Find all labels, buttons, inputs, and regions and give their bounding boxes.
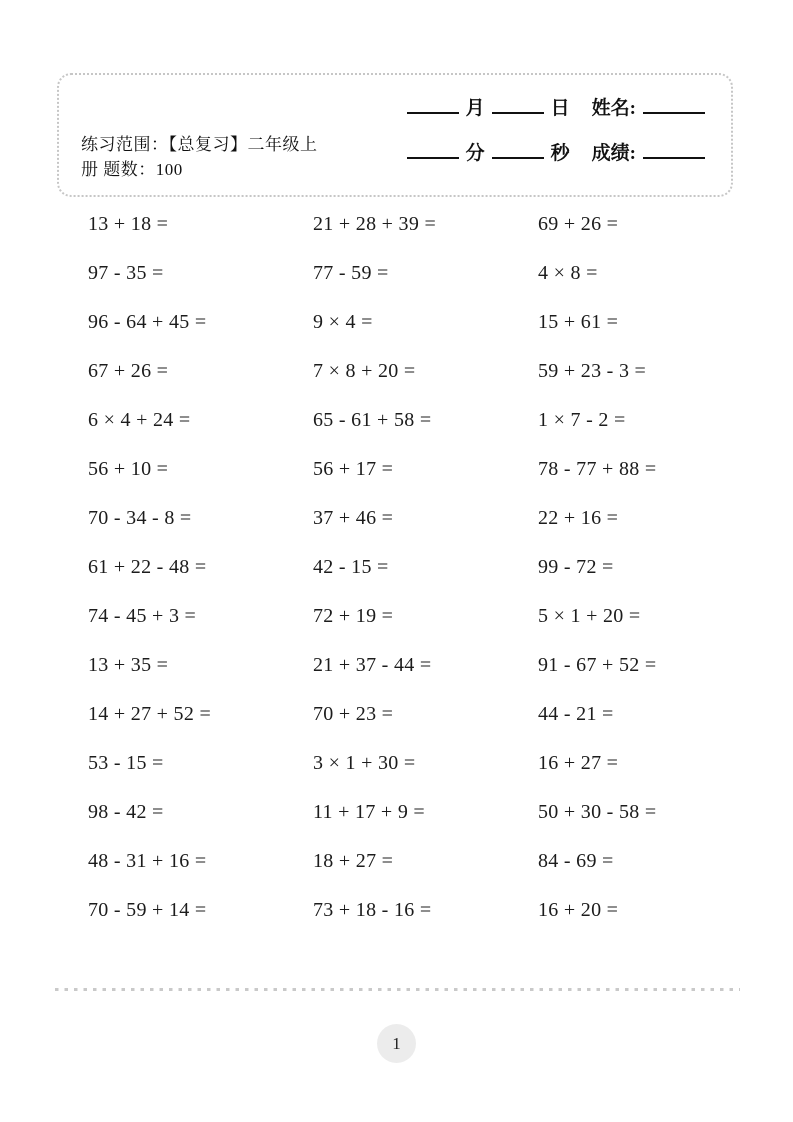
problem: 73 + 18 - 16 = (313, 899, 432, 921)
problem: 16 + 27 = (538, 752, 619, 774)
problem: 97 - 35 = (88, 262, 164, 284)
problem: 42 - 15 = (313, 556, 389, 578)
problem: 22 + 16 = (538, 507, 619, 529)
second-blank (492, 142, 544, 159)
problem: 98 - 42 = (88, 801, 164, 823)
month-label: 月 (465, 98, 485, 119)
minute-label: 分 (465, 143, 485, 164)
problem: 21 + 37 - 44 = (313, 654, 432, 676)
score-blank (643, 142, 705, 159)
problem: 9 × 4 = (313, 311, 373, 333)
problem: 59 + 23 - 3 = (538, 360, 647, 382)
name-label: 姓名: (591, 98, 636, 119)
name-blank (643, 97, 705, 114)
problem: 78 - 77 + 88 = (538, 458, 657, 480)
day-blank (492, 97, 544, 114)
problem: 99 - 72 = (538, 556, 614, 578)
problem: 84 - 69 = (538, 850, 614, 872)
problem: 53 - 15 = (88, 752, 164, 774)
problem: 11 + 17 + 9 = (313, 801, 425, 823)
problem: 16 + 20 = (538, 899, 619, 921)
problem: 61 + 22 - 48 = (88, 556, 207, 578)
problem: 21 + 28 + 39 = (313, 213, 437, 235)
problem: 67 + 26 = (88, 360, 169, 382)
problem: 69 + 26 = (538, 213, 619, 235)
problem: 37 + 46 = (313, 507, 394, 529)
problem: 14 + 27 + 52 = (88, 703, 212, 725)
page-number: 1 (392, 1033, 401, 1053)
month-blank (407, 97, 459, 114)
problem: 18 + 27 = (313, 850, 394, 872)
problem: 91 - 67 + 52 = (538, 654, 657, 676)
problem: 56 + 10 = (88, 458, 169, 480)
problem: 70 - 59 + 14 = (88, 899, 207, 921)
header-box (57, 73, 733, 197)
day-label: 日 (550, 98, 570, 119)
fill-in-area (400, 93, 705, 183)
practice-scope-line2: 册 题数：100 (81, 160, 183, 179)
problem: 13 + 18 = (88, 213, 169, 235)
problem: 48 - 31 + 16 = (88, 850, 207, 872)
problem-grid (88, 200, 766, 935)
date-name-row (400, 93, 705, 127)
minute-blank (407, 142, 459, 159)
problem: 50 + 30 - 58 = (538, 801, 657, 823)
problem: 15 + 61 = (538, 311, 619, 333)
second-label: 秒 (550, 143, 570, 164)
problem: 4 × 8 = (538, 262, 598, 284)
footer-divider (55, 988, 740, 991)
problem: 70 + 23 = (313, 703, 394, 725)
problem: 7 × 8 + 20 = (313, 360, 416, 382)
problem: 1 × 7 - 2 = (538, 409, 626, 431)
score-label: 成绩: (591, 143, 636, 164)
problem: 70 - 34 - 8 = (88, 507, 192, 529)
practice-scope (81, 132, 318, 182)
problem: 96 - 64 + 45 = (88, 311, 207, 333)
problem: 77 - 59 = (313, 262, 389, 284)
page-number-badge (377, 1024, 416, 1063)
problem: 6 × 4 + 24 = (88, 409, 191, 431)
problem: 72 + 19 = (313, 605, 394, 627)
problem: 65 - 61 + 58 = (313, 409, 432, 431)
time-score-row (400, 138, 705, 172)
practice-scope-line1: 练习范围：【总复习】二年级上 (81, 135, 318, 154)
problem: 74 - 45 + 3 = (88, 605, 197, 627)
problem: 5 × 1 + 20 = (538, 605, 641, 627)
problem: 3 × 1 + 30 = (313, 752, 416, 774)
problem: 13 + 35 = (88, 654, 169, 676)
problem: 56 + 17 = (313, 458, 394, 480)
problem: 44 - 21 = (538, 703, 614, 725)
